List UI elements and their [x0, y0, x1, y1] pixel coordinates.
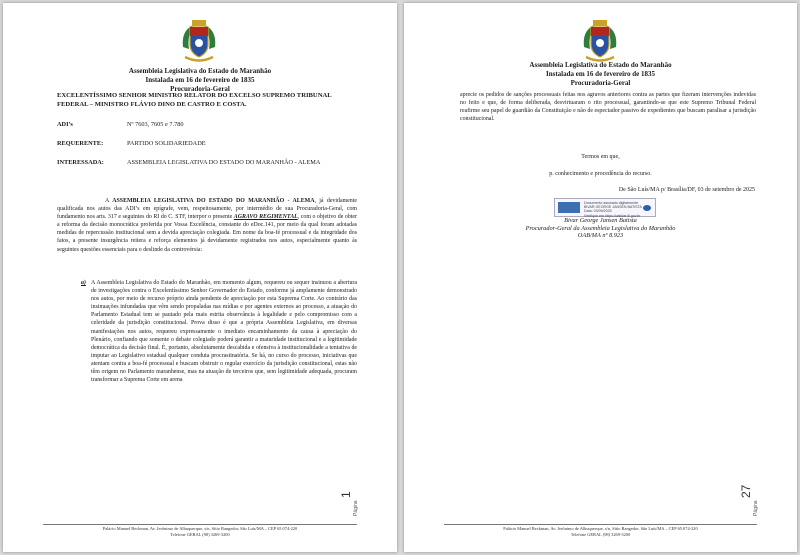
- field-value: PARTIDO SOLIDARIEDADE: [127, 140, 206, 147]
- footer-divider: [43, 524, 357, 525]
- sig-line-3: Data: 03/09/2025: [584, 209, 612, 214]
- closing-phrase: Termos em que,: [581, 154, 620, 160]
- signer-block: [404, 217, 797, 240]
- header-line-1: Assembleia Legislativa do Estado do Maranhão: [128, 67, 272, 75]
- signature-mark: [558, 202, 580, 213]
- institution-header: [404, 61, 797, 88]
- sig-line-2: BIVAR GEORGE JANSEN BATISTA: [584, 205, 642, 210]
- page-label: Página: [353, 500, 359, 516]
- institution-header: [3, 67, 397, 94]
- header-line-3: Procuradoria-Geral: [170, 85, 230, 93]
- footer: [3, 526, 397, 538]
- page-label: Página: [753, 500, 759, 516]
- footer-line-2: Telefone GERAL (98) 3269-3200: [170, 532, 230, 537]
- signer-title: Procurador-Geral da Assembleia Legislativa do Maranhão: [525, 224, 676, 232]
- intro-text-1: , já devidamente qualificada nos autos das ADI’s em epígrafe, vem, respeitosamente, por intermédio de sua Procuradoria-Geral, com fundamento nos arts. 317 e seguintes do RI do C. STF, interpor o presente: [57, 198, 357, 221]
- coat-of-arms-icon: [578, 17, 622, 65]
- intro-bold-2: AGRAVO REGIMENTAL: [233, 214, 298, 221]
- intro-text-2: , com o objetivo de obter a reforma da decisão monocrática proferida por Vossa Excelência, constante do eDoc.141, por meio da qual foram adotadas medidas de repercussão institucional sem a devida apreciação colegiada. Em nome da boa-fé processual e da integridade dos fatos, a presente insurgência reitera e reforça elementos já devidamente registrados nos autos, especialmente quanto às seguintes questões essenciais para o deslinde da controvérsia:: [57, 214, 357, 253]
- signature-stamp-text: [584, 201, 642, 218]
- item-a-text: A Assembleia Legislativa do Estado do Maranhão, em momento algum, requereu ou sequer insinuou a abertura de investigações contra o Excelentíssimo Senhor Governador do Estado, conforme já amplamente demonstrado nos autos, por meio de recurso próprio ainda pendente de apreciação por esta Suprema Corte. Ao contrário das insinuações infundadas que vêm sendo propaladas nas mídias e por agentes externos ao processo, a atuação do Parlamento Estadual tem se pautado pela mais estrita observância à legalidade e pelo compromisso com a celeridade da jurisdição constitucional. Prova disso é que a própria Assembleia Legislativa, em diversas manifestações nos autos, requereu expressamente o imediato encaminhamento da causa à apreciação do Plenário, confiando que somente o debate colegiado poderá garantir a maturidade institucional e a legitimidade democrática da decisão final. É, portanto, absolutamente descabida e ofensiva à institucionalidade a tentativa de imputar ao Legislativo estadual qualquer conduta procrastinatória. Se há, no curso do processo, iniciativas que atentam contra a boa-fé processual e buscam obstruir o regular exercício da jurisdição constitucional, estas não têm origem no Parlamento maranhense, mas na atuação de terceiros que, sem legitimidade adequada, procuram transformar a Suprema Corte em arena: [91, 280, 357, 384]
- item-a-marker: a): [81, 280, 86, 286]
- item-a: [81, 279, 357, 384]
- signer-oab: OAB/MA nº 8.923: [577, 232, 624, 240]
- page-number: 1: [339, 491, 353, 498]
- header-line-1: Assembleia Legislativa do Estado do Maranhão: [529, 61, 672, 69]
- document-page-27: [404, 3, 797, 552]
- intro-bold: ASSEMBLEIA LEGISLATIVA DO ESTADO DO MARANHÃO - ALEMA: [112, 198, 315, 204]
- header-line-2: Instalada em 16 de fevereiro de 1835: [545, 70, 655, 78]
- footer-line-2: Telefone GERAL (98) 3269-3200: [570, 532, 631, 537]
- field-label: ADI’s: [57, 121, 73, 128]
- sig-line-1: Documento assinado digitalmente: [584, 201, 639, 205]
- header-line-3: Procuradoria-Geral: [570, 79, 631, 87]
- field-requerente: [57, 140, 367, 149]
- field-label: REQUERENTE:: [57, 140, 104, 147]
- footer: [404, 526, 797, 538]
- sig-line-4: Verifique em https://validar.iti.gov.br: [584, 213, 641, 218]
- page-number-1: [339, 456, 367, 516]
- place-date: De São Luís/MA p/ Brasília/DF, 03 de setembro de 2025: [618, 187, 755, 193]
- request-line: p. conhecimento e procedência do recurso.: [549, 171, 652, 177]
- page-number-27: [739, 456, 767, 516]
- coat-of-arms-icon: [177, 17, 221, 65]
- signer-name: Bivar George Jansen Batista: [564, 217, 637, 224]
- continuation-paragraph: aprecie os pedidos de sanções processuais feitas nos agravos anteriores contra as partes que fizeram intervenções indevidas no feito e que, de forma deliberada, desvirtuaram o rito processual, garantindo-se que este Supremo Tribunal Federal reafirme seu papel de guardião da Constituição e não de espectador passivo de expedientes que buscam paralisar a jurisdição constitucional.: [460, 92, 756, 123]
- digital-signature-stamp: [554, 198, 656, 217]
- footer-line-1: Palácio Manuel Beckman, Av. Jerônimo de Albuquerque, s/n, Sítio Rangedor, São Luís/MA – CEP 65.074-220: [102, 526, 298, 531]
- intro-paragraph: [57, 197, 357, 254]
- gov-logo-icon: [643, 205, 651, 211]
- page-number: 27: [739, 484, 753, 498]
- field-adis: [57, 121, 367, 130]
- header-line-2: Instalada em 16 de fevereiro de 1835: [145, 76, 255, 84]
- document-page-1: [3, 3, 397, 552]
- field-interessada: [57, 159, 367, 168]
- field-value: ASSEMBLEIA LEGISLATIVA DO ESTADO DO MARANHÃO - ALEMA: [127, 159, 321, 166]
- footer-line-1: Palácio Manuel Beckman, Av. Jerônimo de Albuquerque, s/n, Sítio Rangedor, São Luís/MA – CEP 65.074-220: [503, 526, 698, 531]
- field-label: INTERESSADA:: [57, 159, 104, 166]
- footer-divider: [444, 524, 757, 525]
- intro-prefix: A: [105, 198, 113, 204]
- field-value: Nº 7603, 7605 e 7.780: [127, 121, 184, 128]
- addressee: EXCELENTÍSSIMO SENHOR MINISTRO RELATOR DO EXCELSO SUPREMO TRIBUNAL FEDERAL – MINISTRO FLÁVIO DINO DE CASTRO E COSTA.: [57, 92, 332, 108]
